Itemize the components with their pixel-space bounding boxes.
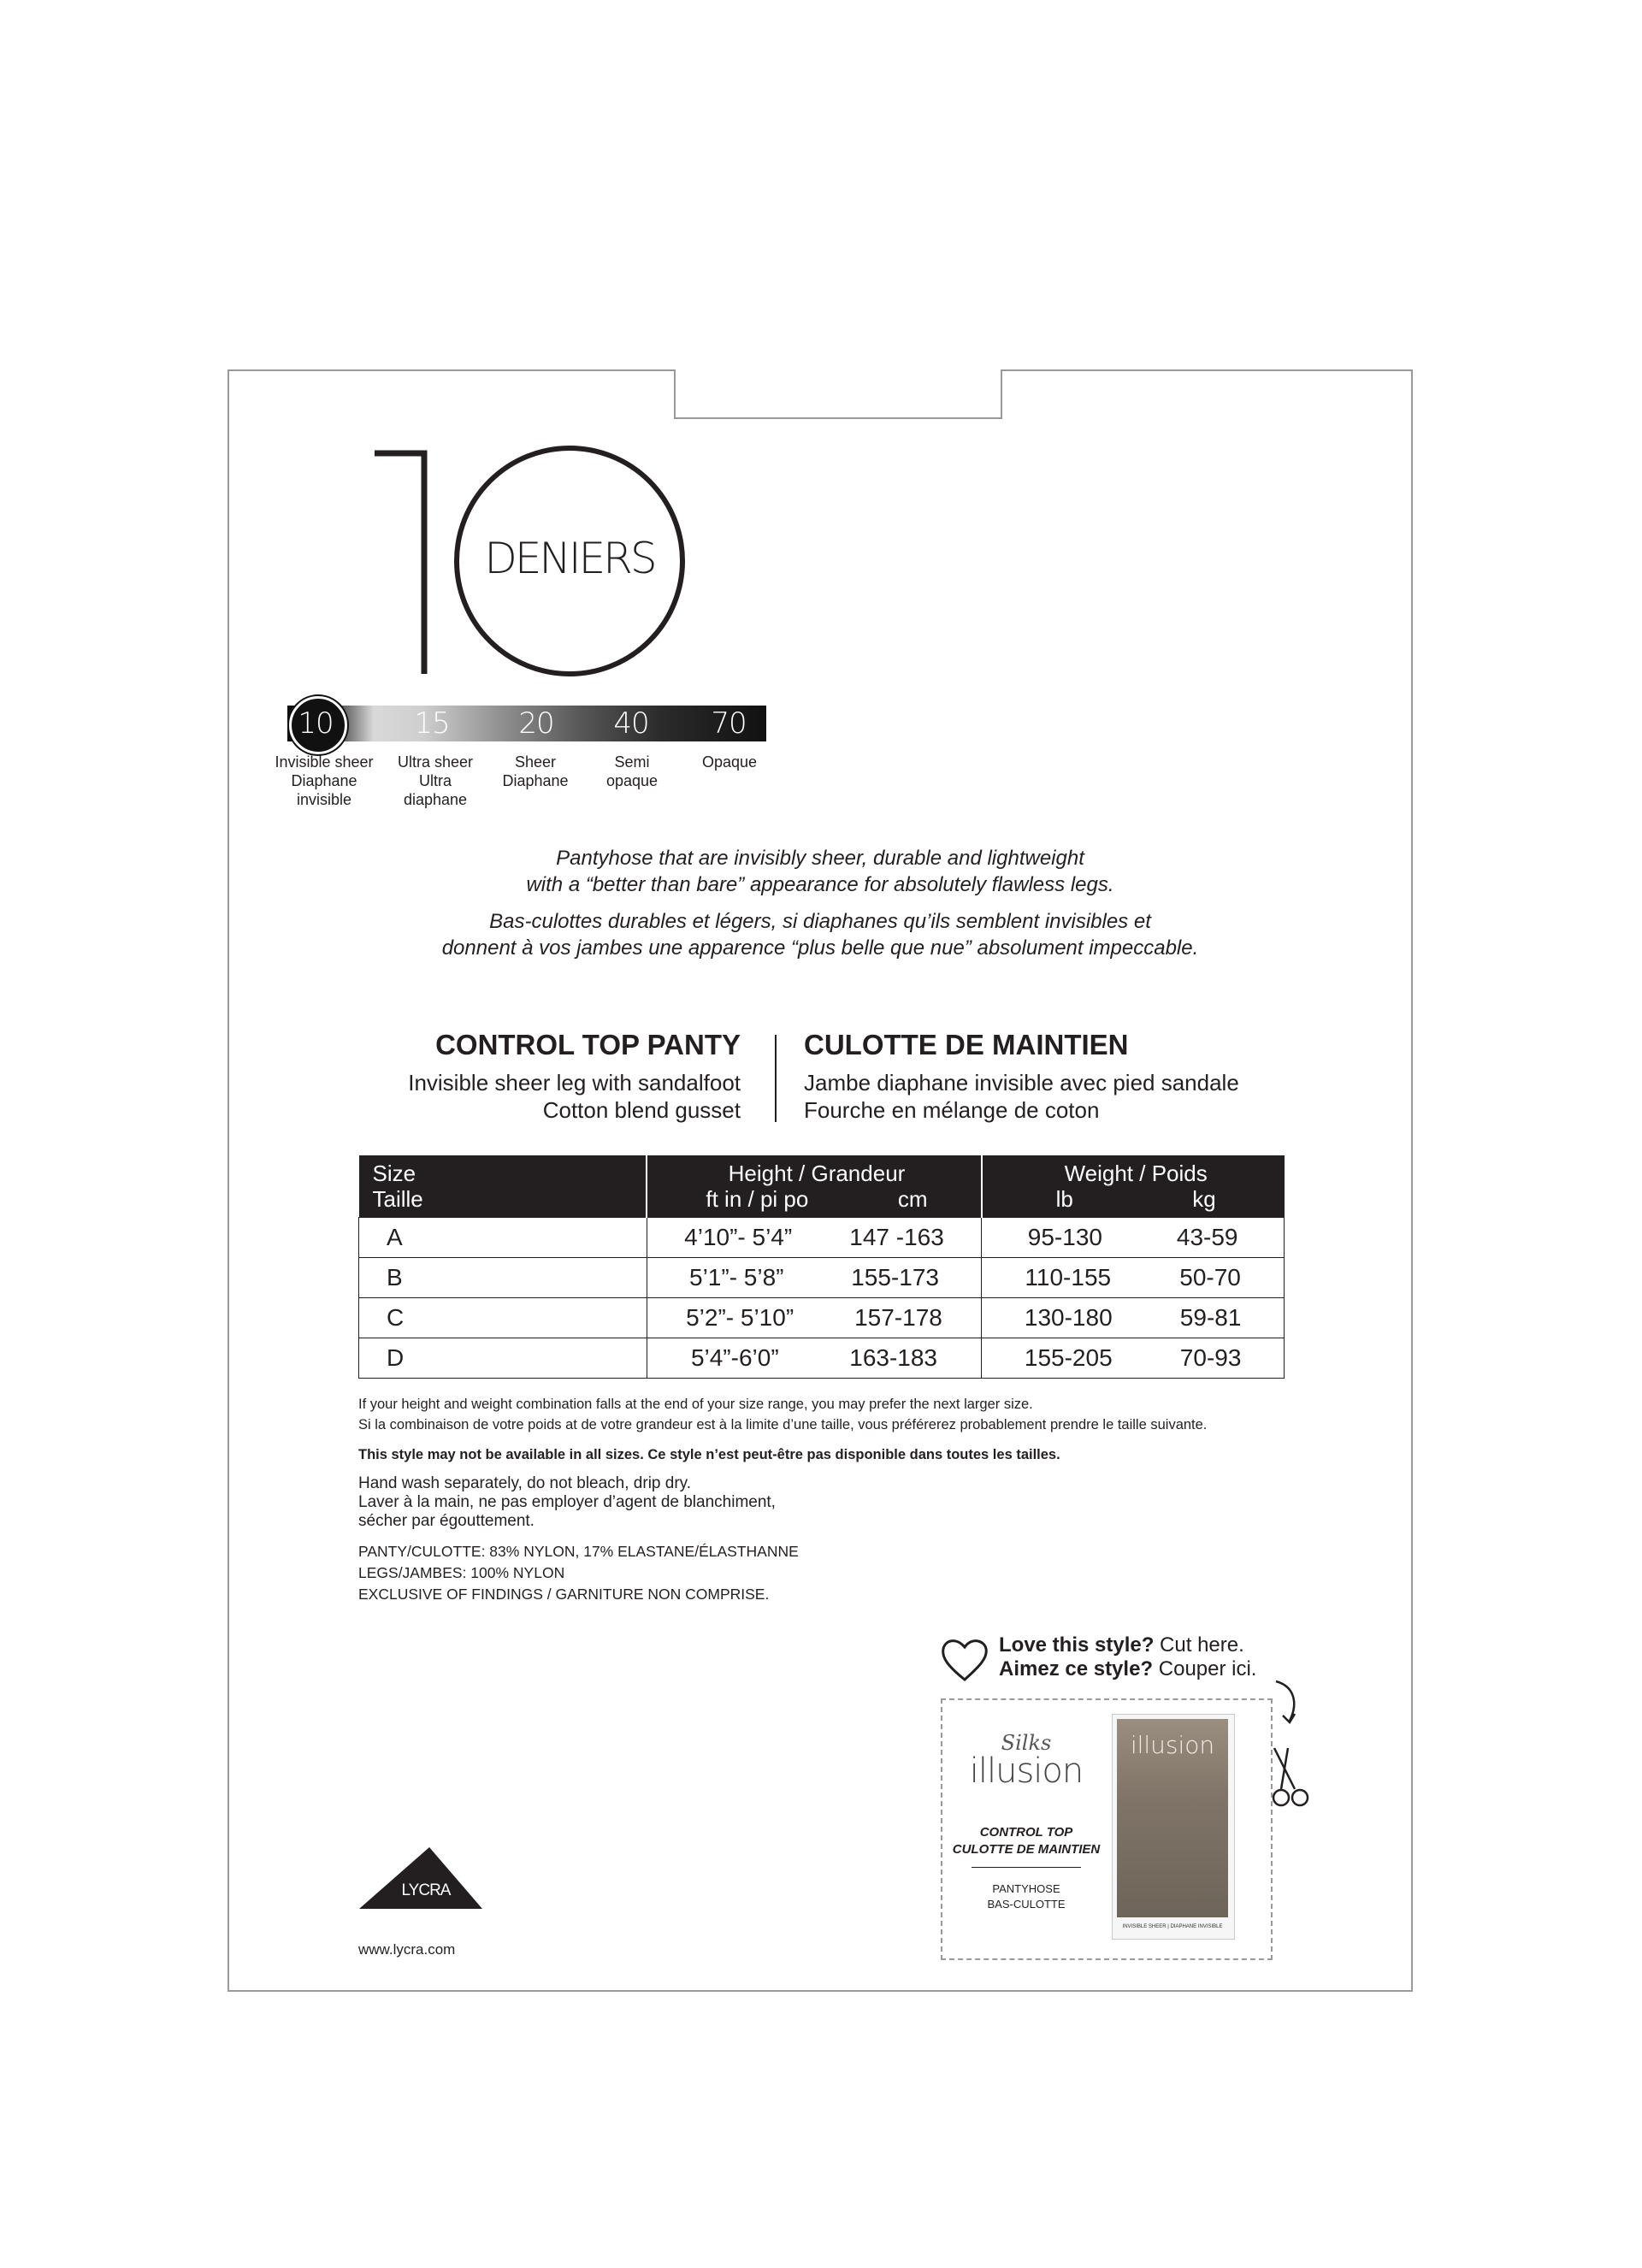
availability-note: This style may not be available in all sizes. Ce style n’est peut-être pas disponible dans toutes les tailles.: [358, 1447, 1060, 1462]
scale-label-20: Sheer Diaphane: [502, 753, 569, 789]
care-instructions: Hand wash separately, do not bleach, drip dry. Laver à la main, ne pas employer d’agent de blanchiment, sécher par égouttement.: [358, 1474, 776, 1530]
table-row: C 5’2”- 5’10” 157-178 130-180 59-81: [359, 1298, 1285, 1338]
table-row: D 5’4”-6’0” 163-183 155-205 70-93: [359, 1338, 1285, 1379]
fiber-content: PANTY/CULOTTE: 83% NYLON, 17% ELASTANE/ÉLASTHANNE LEGS/JAMBES: 100% NYLON EXCLUSIVE OF FINDINGS / GARNITURE NON COMPRISE.: [358, 1543, 799, 1603]
scissors-icon: [1269, 1745, 1317, 1813]
scale-value-15: 15: [414, 706, 450, 741]
product-divider: [775, 1035, 777, 1122]
product-french: CULOTTE DE MAINTIEN Jambe diaphane invisible avec pied sandale Fourche en mélange de coton: [804, 1028, 1283, 1124]
curved-arrow-icon: [1271, 1678, 1305, 1729]
scale-label-40: Semi opaque: [605, 753, 659, 789]
cut-here-text: Love this style? Cut here. Aimez ce style? Couper ici.: [999, 1633, 1257, 1680]
scale-value-40: 40: [613, 706, 649, 741]
size-chart-table: [358, 1155, 1285, 1379]
scale-label-70: Opaque: [701, 753, 758, 771]
coupon-style: CONTROL TOP CULOTTE DE MAINTIEN: [952, 1825, 1101, 1857]
lycra-url[interactable]: www.lycra.com: [358, 1941, 456, 1958]
size-chart-header: [359, 1155, 1285, 1218]
coupon-rule: [972, 1867, 1081, 1868]
deniers-word: DENIERS: [484, 534, 655, 583]
product-title-en: CONTROL TOP PANTY: [435, 1029, 741, 1060]
scale-value-20: 20: [518, 706, 554, 741]
intro-french: Bas-culottes durables et légers, si diaphanes qu’ils semblent invisibles et donnent à vos jambes une apparence “plus belle que nue” absolument impeccable.: [441, 910, 1199, 960]
weight-column-header: Weight / Poids lb kg: [982, 1155, 1285, 1218]
scale-value-70: 70: [711, 706, 747, 741]
size-notes: If your height and weight combination falls at the end of your size range, you may prefer the next larger size. Si la combinaison de votre poids at de votre grandeur est à la limite d’une taille, vous préférerez probablement prendre le taille suivante. This style may not be available in all sizes. Ce style n’est peut-être pas disponible dans toutes les tailles.: [358, 1394, 1316, 1465]
coupon-brand-script: Silks: [1001, 1731, 1052, 1755]
height-column-header: Height / Grandeur ft in / pi po cm: [647, 1155, 982, 1218]
coupon-type: PANTYHOSE BAS-CULOTTE: [987, 1882, 1066, 1911]
lycra-logo: [357, 1846, 484, 1917]
deniers-logo: [366, 445, 691, 684]
product-title-fr: CULOTTE DE MAINTIEN: [804, 1029, 1129, 1060]
size-column-header: Size Taille: [359, 1155, 647, 1218]
intro-english: Pantyhose that are invisibly sheer, durable and lightweight with a “better than bare” appearance for absolutely flawless legs.: [526, 847, 1114, 896]
table-row: A 4’10”- 5’4” 147 -163 95-130 43-59: [359, 1218, 1285, 1258]
heart-icon: [939, 1635, 990, 1683]
package-footer: INVISIBLE SHEER | DIAPHANE INVISIBLE: [1122, 1924, 1223, 1929]
lycra-logo-text: LYCRA: [401, 1881, 451, 1899]
scale-label-10: Invisible sheer Diaphane invisible: [275, 753, 374, 808]
hang-tab: [674, 369, 1002, 419]
product-english: CONTROL TOP PANTY Invisible sheer leg with sandalfoot Cotton blend gusset: [359, 1028, 741, 1124]
table-row: B 5’1”- 5’8” 155-173 110-155 50-70: [359, 1258, 1285, 1298]
coupon-brand: illusion: [969, 1751, 1084, 1791]
package-brand: illusion: [1130, 1731, 1215, 1759]
scale-label-15: Ultra sheer Ultra diaphane: [397, 753, 474, 808]
scale-value-10: 10: [298, 706, 334, 741]
